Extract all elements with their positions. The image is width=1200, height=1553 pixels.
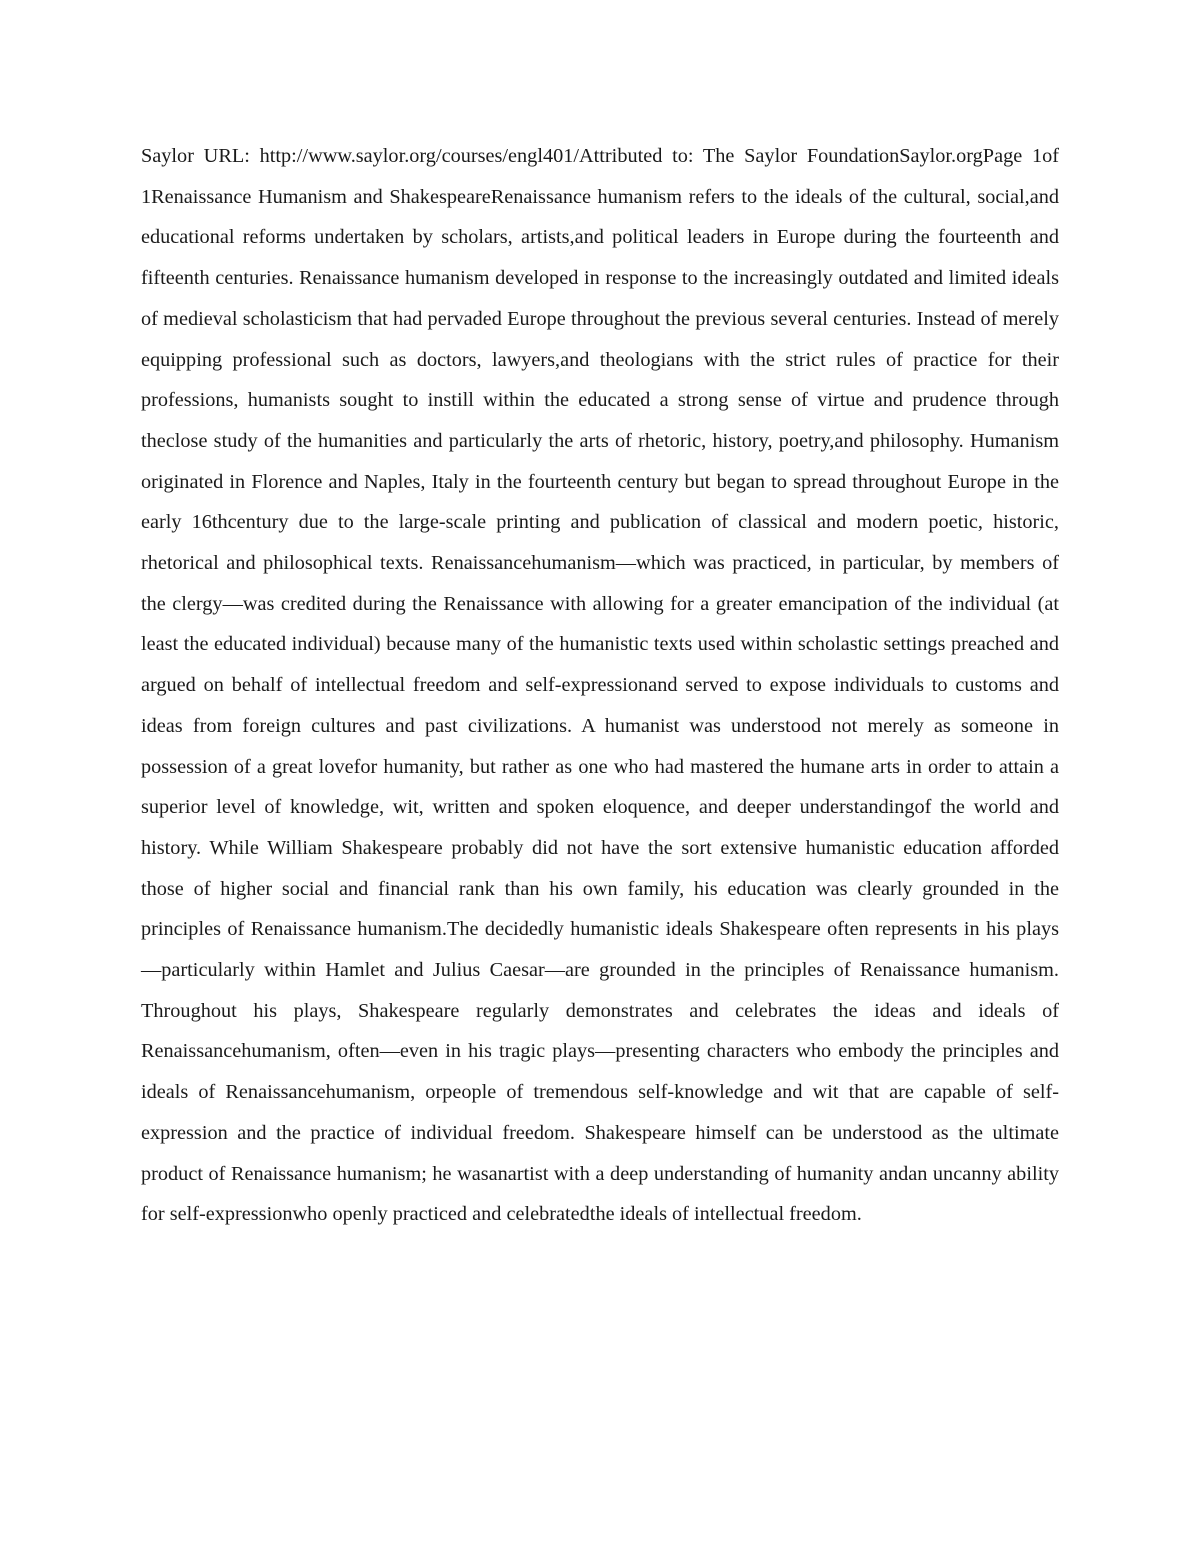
body-paragraph: Saylor URL: http://www.saylor.org/courses/engl401/Attributed to: The Saylor FoundationSaylor.orgPage 1of 1Renaissance Humanism and ShakespeareRenaissance humanism refers to the ideals of the cultural, social,and educational reforms undertaken by scholars, artists,and political leaders in Europe during the fourteenth and fifteenth centuries. Renaissance humanism developed in response to the increasingly outdated and limited ideals of medieval scholasticism that had pervaded Europe throughout the previous several centuries. Instead of merely equipping professional such as doctors, lawyers,and theologians with the strict rules of practice for their professions, humanists sought to instill within the educated a strong sense of virtue and prudence through theclose study of the humanities and particularly the arts of rhetoric, history, poetry,and philosophy. Humanism originated in Florence and Naples, Italy in the fourteenth century but began to spread throughout Europe in the early 16thcentury due to the large-scale printing and publication of classical and modern poetic, historic, rhetorical and philosophical texts. Renaissancehumanism—which was practiced, in particular, by members of the clergy—was credited during the Renaissance with allowing for a greater emancipation of the individual (at least the educated individual) because many of the humanistic texts used within scholastic settings preached and argued on behalf of intellectual freedom and self-expressionand served to expose individuals to customs and ideas from foreign cultures and past civilizations. A humanist was understood not merely as someone in possession of a great lovefor humanity, but rather as one who had mastered the humane arts in order to attain a superior level of knowledge, wit, written and spoken eloquence, and deeper understandingof the world and history. While William Shakespeare probably did not have the sort extensive humanistic education afforded those of higher social and financial rank than his own family, his education was clearly grounded in the principles of Renaissance humanism.The decidedly humanistic ideals Shakespeare often represents in his plays—particularly within Hamlet and Julius Caesar—are grounded in the principles of Renaissance humanism. Throughout his plays, Shakespeare regularly demonstrates and celebrates the ideas and ideals of Renaissancehumanism, often—even in his tragic plays—presenting characters who embody the principles and ideals of Renaissancehumanism, orpeople of tremendous self-knowledge and wit that are capable of self-expression and the practice of individual freedom. Shakespeare himself can be understood as the ultimate product of Renaissance humanism; he wasanartist with a deep understanding of humanity andan uncanny ability for self-expressionwho openly practiced and celebratedthe ideals of intellectual freedom. <box>141 145 1059 1226</box>
